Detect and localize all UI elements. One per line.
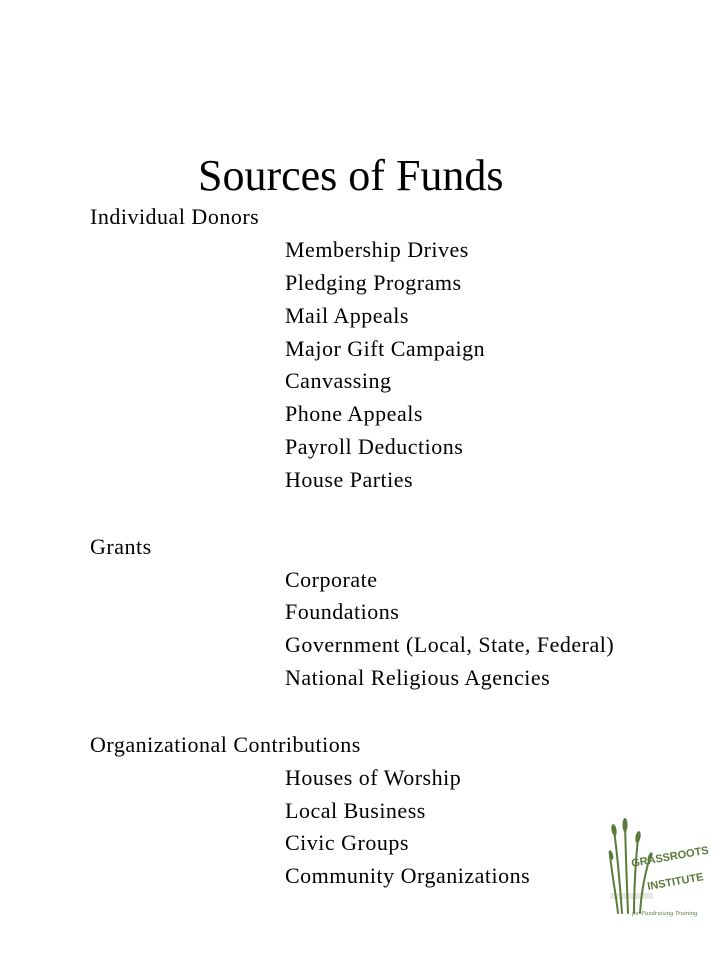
logo-graphic [608, 815, 713, 920]
list-item: House Parties [285, 467, 414, 492]
list-item: Major Gift Campaign [285, 336, 486, 361]
logo-tagline: for Fundraising Training [632, 910, 698, 917]
page-title: Sources of Funds [198, 151, 504, 200]
list-item: Local Business [285, 798, 426, 823]
section-heading-grants: Grants [90, 534, 152, 559]
list-item: Payroll Deductions [285, 434, 464, 459]
section-heading-individual-donors: Individual Donors [90, 204, 260, 229]
list-item: Government (Local, State, Federal) [285, 632, 615, 657]
list-item: National Religious Agencies [285, 665, 551, 690]
list-item: Phone Appeals [285, 401, 423, 426]
list-item: Civic Groups [285, 830, 409, 855]
list-item: Foundations [285, 599, 400, 624]
section-heading-organizational-contributions: Organizational Contributions [90, 732, 361, 757]
list-item: Membership Drives [285, 237, 469, 262]
list-item: Mail Appeals [285, 303, 409, 328]
grassroots-institute-logo [608, 815, 713, 920]
logo-text-line2: INSTITUTE [646, 871, 705, 893]
logo-text-line1: GRASSROOTS [630, 844, 710, 870]
list-item: Houses of Worship [285, 765, 462, 790]
list-item: Community Organizations [285, 863, 531, 888]
list-item: Canvassing [285, 368, 392, 393]
list-item: Pledging Programs [285, 270, 462, 295]
list-item: Corporate [285, 567, 378, 592]
